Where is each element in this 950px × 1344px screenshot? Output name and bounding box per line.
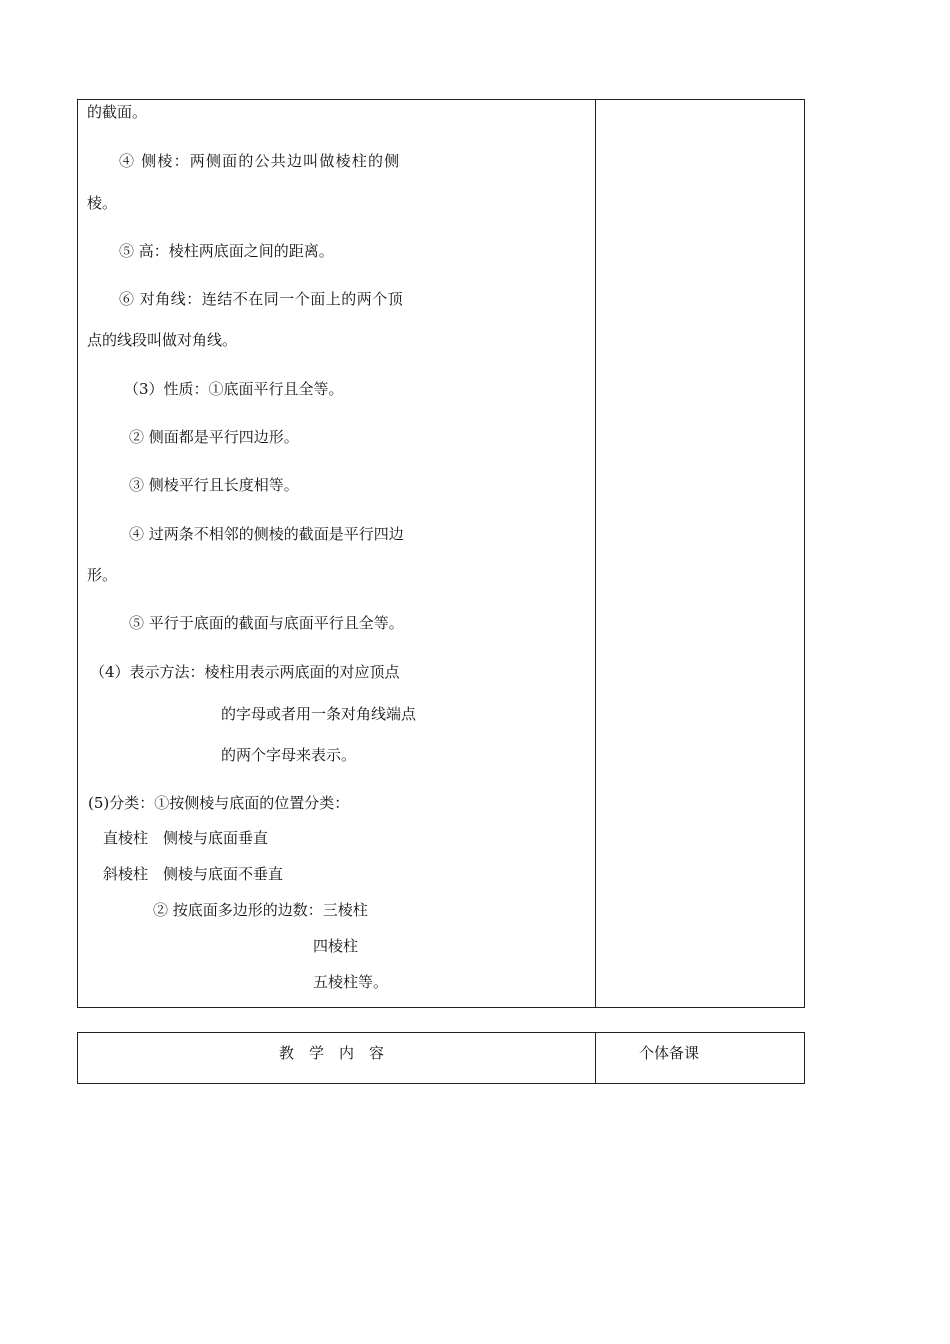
text-line: ⑥ 对角线：连结不在同一个面上的两个顶 <box>119 290 404 308</box>
text-line: ⑤ 高：棱柱两底面之间的距离。 <box>119 242 334 260</box>
text-line: 直棱柱 侧棱与底面垂直 <box>103 829 269 847</box>
text-line: 五棱柱等。 <box>313 973 389 991</box>
text-line: （3）性质：①底面平行且全等。 <box>124 380 344 398</box>
header-table <box>77 1032 805 1084</box>
text-line: 的截面。 <box>87 103 148 121</box>
text-line: 的两个字母来表示。 <box>221 746 357 764</box>
text-line: ③ 侧棱平行且长度相等。 <box>129 476 299 494</box>
column-divider <box>595 100 596 1007</box>
column-divider <box>595 1033 596 1083</box>
teaching-content-header: 教 学 内 容 <box>279 1044 385 1062</box>
text-line: ④ 侧棱：两侧面的公共边叫做棱柱的侧 <box>119 152 401 170</box>
text-line: ⑤ 平行于底面的截面与底面平行且全等。 <box>129 614 404 632</box>
content-table <box>77 99 805 1008</box>
text-line: 棱。 <box>87 194 118 212</box>
text-line: ② 按底面多边形的边数：三棱柱 <box>153 901 368 919</box>
text-line: （4）表示方法：棱柱用表示两底面的对应顶点 <box>90 663 400 681</box>
text-line: ④ 过两条不相邻的侧棱的截面是平行四边 <box>129 525 404 543</box>
text-line: 斜棱柱 侧棱与底面不垂直 <box>103 865 284 883</box>
text-line: 形。 <box>87 566 118 584</box>
text-line: 四棱柱 <box>313 937 359 955</box>
text-line: ② 侧面都是平行四边形。 <box>129 428 299 446</box>
text-line: 点的线段叫做对角线。 <box>87 331 238 349</box>
text-line: 的字母或者用一条对角线端点 <box>221 705 417 723</box>
personal-prep-header: 个体备课 <box>639 1044 700 1062</box>
text-line: (5)分类：①按侧棱与底面的位置分类： <box>88 794 350 812</box>
